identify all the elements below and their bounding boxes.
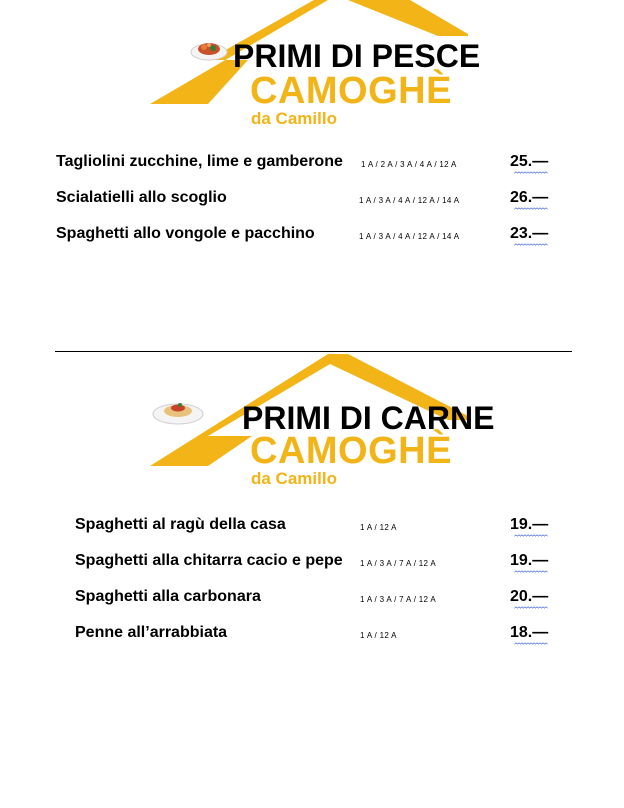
brand-logo-text: CAMOGHÈ [250,430,452,472]
section-divider [55,351,572,352]
spellcheck-squiggle [509,606,553,609]
menu-item-name: Spaghetti al ragù della casa [75,516,286,533]
spellcheck-squiggle [509,534,553,537]
menu-item-allergens: 1 A / 12 A [360,523,397,532]
menu-item-price: 23.— [510,225,549,242]
menu-item-allergens: 1 A / 12 A [360,631,397,640]
spellcheck-squiggle [509,207,553,210]
menu-item-allergens: 1 A / 3 A / 4 A / 12 A / 14 A [359,196,460,205]
menu-item-name: Tagliolini zucchine, lime e gamberone [56,153,343,170]
menu-item-name: Spaghetti allo vongole e pacchino [56,225,315,242]
menu-item-name: Scialatielli allo scoglio [56,189,227,206]
menu-item-name: Spaghetti alla carbonara [75,588,261,605]
spaghetti-plate-icon [152,398,204,426]
section-title: PRIMI DI CARNE [242,400,495,436]
menu-item-allergens: 1 A / 3 A / 4 A / 12 A / 14 A [359,232,460,241]
menu-item-price: 19.— [510,552,549,569]
menu-item-price: 19.— [510,516,549,533]
brand-logo-text: CAMOGHÈ [250,70,452,112]
spellcheck-squiggle [509,171,553,174]
brand-logo-subtitle: da Camillo [251,469,337,488]
menu-item-name: Penne all’arrabbiata [75,624,228,641]
spellcheck-squiggle [509,570,553,573]
menu-item-allergens: 1 A / 3 A / 7 A / 12 A [360,595,436,604]
spellcheck-squiggle [509,642,553,645]
menu-item-price: 25.— [510,153,549,170]
menu-item-name: Spaghetti alla chitarra cacio e pepe [75,552,343,569]
menu-item-price: 18.— [510,624,549,641]
section-title: PRIMI DI PESCE [233,38,481,74]
menu-item-price: 20.— [510,588,549,605]
spellcheck-squiggle [509,243,553,246]
seafood-plate-icon [190,38,228,62]
brand-logo-subtitle: da Camillo [251,109,337,128]
menu-item-price: 26.— [510,189,549,206]
menu-item-allergens: 1 A / 2 A / 3 A / 4 A / 12 A [361,160,457,169]
menu-item-allergens: 1 A / 3 A / 7 A / 12 A [360,559,436,568]
